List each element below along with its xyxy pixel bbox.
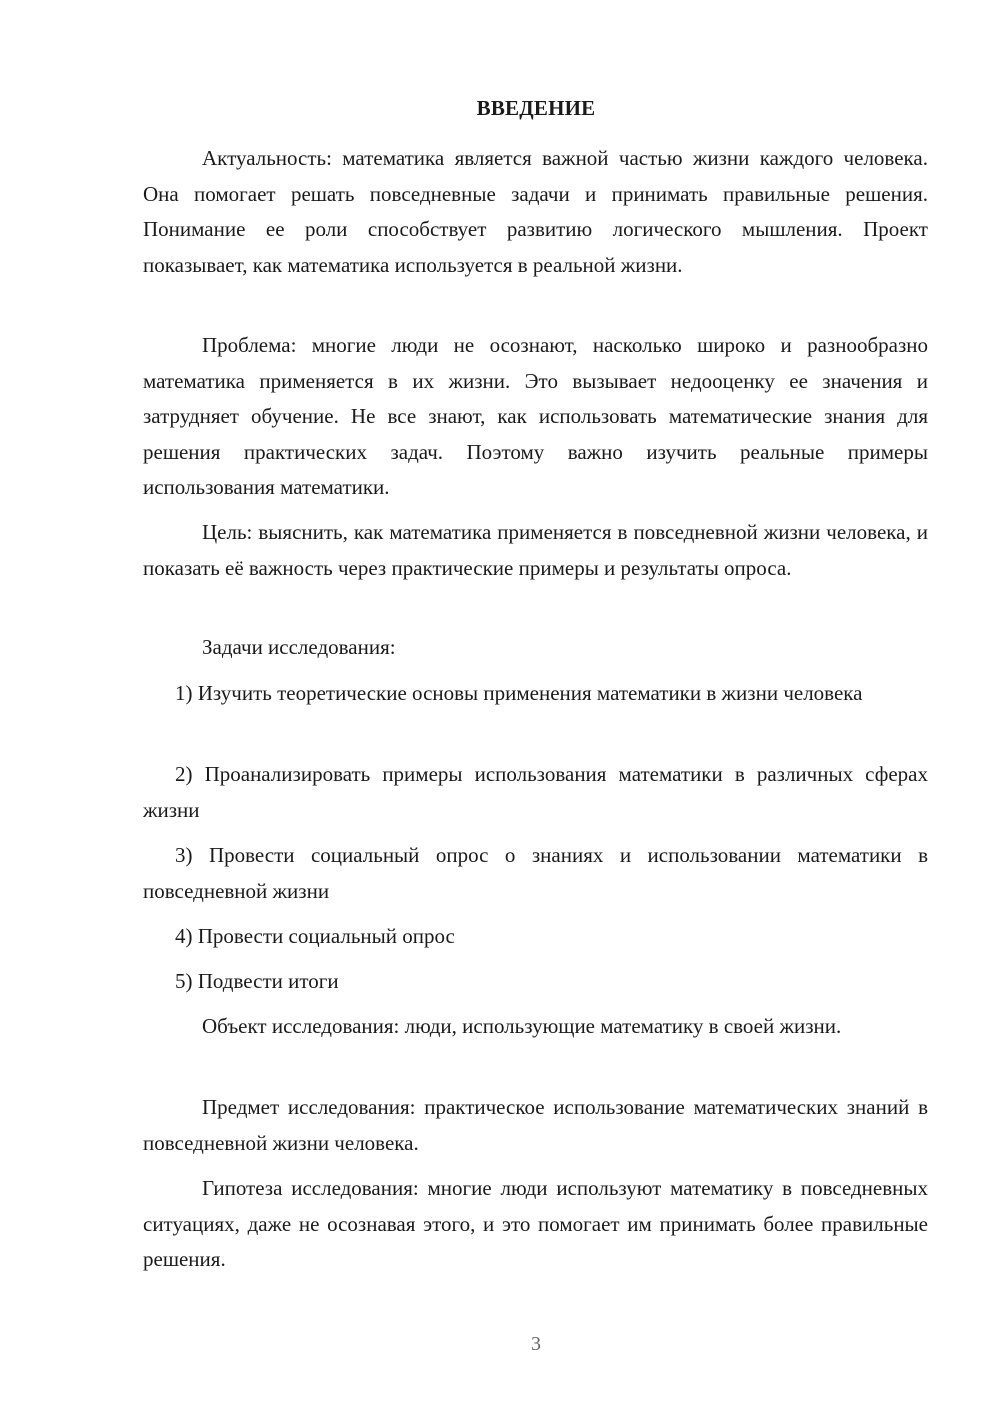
- goal-paragraph: Цель: выяснить, как математика применяется в повседневной жизни человека, и показать её важность через практические примеры и результаты опроса.: [143, 520, 928, 580]
- task-item-2: 2) Проанализировать примеры использования математики в различных сферах жизни: [143, 762, 928, 822]
- hypothesis-paragraph: Гипотеза исследования: многие люди используют математику в повседневных ситуациях, даже не осознавая этого, и это помогает им принимать более правильные решения.: [143, 1176, 928, 1271]
- task-item-1: 1) Изучить теоретические основы применения математики в жизни человека: [175, 681, 863, 705]
- task-item-5: 5) Подвести итоги: [175, 969, 339, 993]
- page-title: ВВЕДЕНИЕ: [476, 96, 596, 120]
- relevance-paragraph: Актуальность: математика является важной частью жизни каждого человека. Она помогает решать повседневные задачи и принимать правильные решения. Понимание ее роли способствует развитию логического мышления. Проект показывает, как математика используется в реальной жизни.: [143, 146, 928, 277]
- page-number: 3: [531, 1333, 541, 1355]
- task-item-3: 3) Провести социальный опрос о знаниях и использовании математики в повседневной жизни: [143, 843, 928, 903]
- task-item-4: 4) Провести социальный опрос: [175, 924, 455, 948]
- subject-paragraph: Предмет исследования: практическое использование математических знаний в повседневной жизни человека.: [143, 1095, 928, 1155]
- tasks-heading: Задачи исследования:: [202, 635, 396, 659]
- object-paragraph: Объект исследования: люди, использующие математику в своей жизни.: [202, 1014, 842, 1038]
- problem-paragraph: Проблема: многие люди не осознают, насколько широко и разнообразно математика применяется в их жизни. Это вызывает недооценку ее значения и затрудняет обучение. Не все знают, как использовать математические знания для решения практических задач. Поэтому важно изучить реальные примеры использования математики.: [143, 333, 928, 499]
